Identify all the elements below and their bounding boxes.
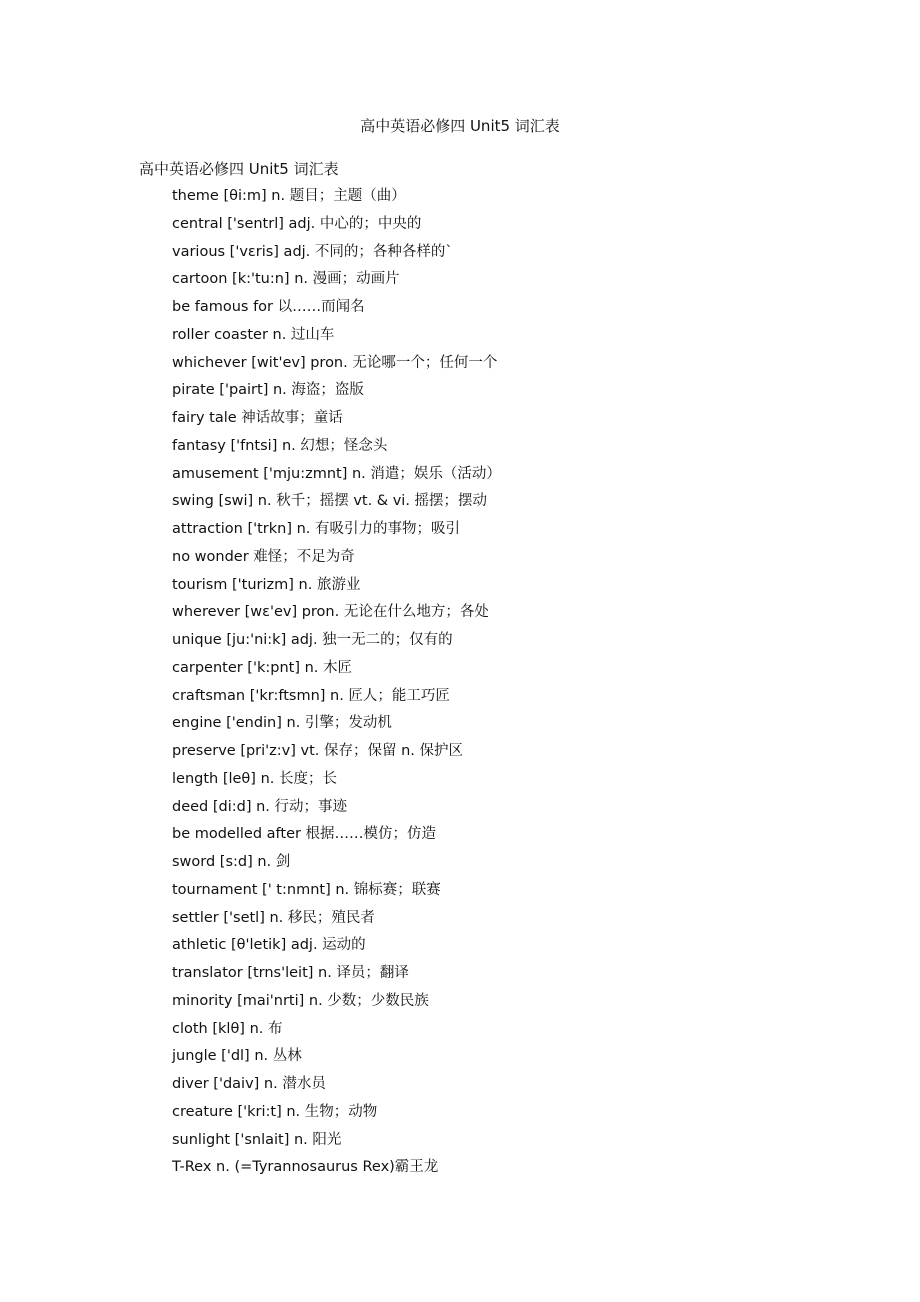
vocab-entry: attraction ['trkn] n. 有吸引力的事物；吸引 [172, 521, 461, 537]
vocab-entry: various ['vɛris] adj. 不同的；各种各样的` [172, 243, 453, 260]
vocabulary-list [172, 186, 501, 1185]
vocab-entry: cloth [klθ] n. 布 [172, 1020, 283, 1037]
vocab-entry: length [leθ] n. 长度；长 [172, 770, 337, 787]
vocab-entry: minority [mai'nrti] n. 少数；少数民族 [172, 992, 429, 1009]
vocab-entry: craftsman ['kr:ftsmn] n. 匠人；能工巧匠 [172, 687, 450, 704]
vocab-entry: preserve [pri'z:v] vt. 保存；保留 n. 保护区 [172, 743, 463, 759]
vocab-entry: settler ['setl] n. 移民；殖民者 [172, 909, 375, 926]
vocab-entry: amusement ['mju:zmnt] n. 消遣；娱乐（活动） [172, 465, 501, 482]
vocab-entry: sword [s:d] n. 剑 [172, 854, 291, 870]
vocab-entry: engine ['endin] n. 引擎；发动机 [172, 715, 392, 732]
vocab-entry: carpenter ['k:pnt] n. 木匠 [172, 659, 352, 676]
vocab-entry: fairy tale 神话故事；童话 [172, 410, 343, 426]
vocab-entry: swing [swi] n. 秋千；摇摆 vt. & vi. 摇摆；摆动 [172, 493, 488, 510]
vocab-entry: theme [θi:m] n. 题目；主题（曲） [172, 188, 406, 204]
vocab-entry: unique [ju:'ni:k] adj. 独一无二的；仅有的 [172, 632, 453, 648]
vocab-entry: T-Rex n. (=Tyrannosaurus Rex)霸王龙 [172, 1159, 439, 1176]
vocab-entry: jungle ['dl] n. 丛林 [172, 1048, 302, 1065]
vocab-entry: diver ['daiv] n. 潜水员 [172, 1076, 326, 1092]
vocab-entry: central ['sentrl] adj. 中心的；中央的 [172, 215, 422, 232]
vocab-entry: wherever [wɛ'ev] pron. 无论在什么地方；各处 [172, 604, 489, 621]
vocab-entry: tourism ['turizm] n. 旅游业 [172, 576, 361, 593]
document-title: 高中英语必修四 Unit5 词汇表 [360, 117, 560, 135]
vocab-entry: cartoon [k:'tu:n] n. 漫画；动画片 [172, 271, 400, 288]
vocab-entry: whichever [wit'ev] pron. 无论哪一个；任何一个 [172, 354, 498, 371]
vocab-entry: athletic [θ'letik] adj. 运动的 [172, 937, 366, 954]
vocab-entry: tournament [' t:nmnt] n. 锦标赛；联赛 [172, 881, 441, 898]
vocab-entry: be modelled after 根据……模仿；仿造 [172, 826, 437, 843]
vocab-entry: roller coaster n. 过山车 [172, 326, 335, 343]
vocab-entry: sunlight ['snlait] n. 阳光 [172, 1131, 342, 1148]
vocab-entry: translator [trns'leit] n. 译员；翻译 [172, 965, 409, 981]
vocab-entry: fantasy ['fntsi] n. 幻想；怪念头 [172, 437, 388, 454]
vocab-entry: creature ['kri:t] n. 生物；动物 [172, 1103, 378, 1120]
section-heading: 高中英语必修四 Unit5 词汇表 [139, 160, 339, 178]
vocab-entry: deed [di:d] n. 行动；事迹 [172, 798, 348, 815]
vocab-entry: no wonder 难怪；不足为奇 [172, 548, 355, 565]
vocab-entry: be famous for 以……而闻名 [172, 299, 365, 315]
vocab-entry: pirate ['pairt] n. 海盗；盗版 [172, 382, 364, 399]
